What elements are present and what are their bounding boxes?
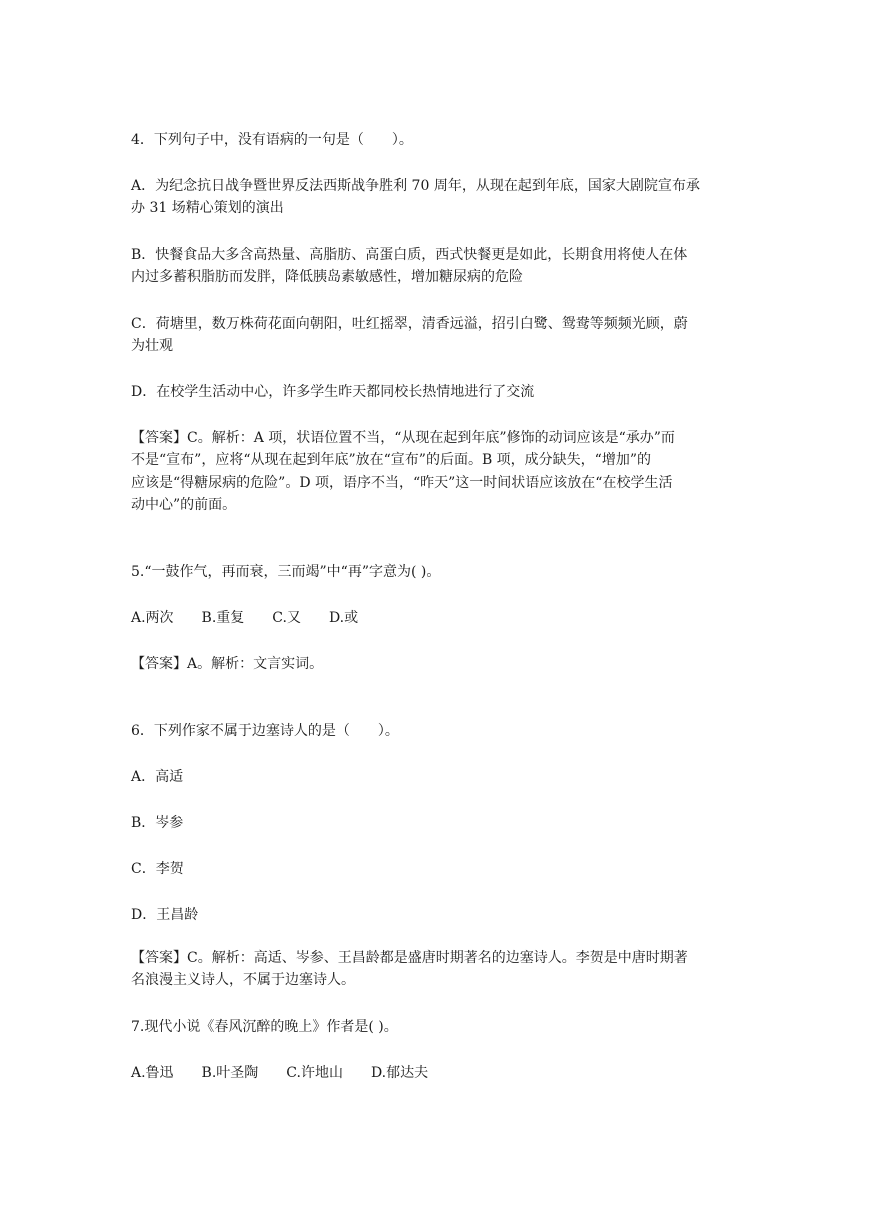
question-4-option-b-line-2: 内过多蓄积脂肪而发胖，降低胰岛素敏感性，增加糖尿病的危险 [131,269,523,285]
question-4-stem: 4．下列句子中，没有语病的一句是（ ）。 [131,132,413,148]
question-6-option-d: D．王昌龄 [131,907,199,923]
question-4-answer-line-4: 动中心”的前面。 [131,497,237,513]
question-4-option-d: D．在校学生活动中心，许多学生昨天都同校长热情地进行了交流 [131,384,535,400]
question-4-option-b-line-1: B．快餐食品大多含高热量、高脂肪、高蛋白质，西式快餐更是如此，长期食用将使人在体 [131,247,688,263]
question-5-options: A.两次 B.重复 C.又 D.或 [131,610,359,626]
question-6-option-c: C．李贺 [131,861,184,877]
question-4-answer-line-2: 不是“宣布”，应将“从现在起到年底”放在“宣布”的后面。B 项，成分缺失，“增加”的 [131,452,651,468]
question-4-option-a-line-2: 办 31 场精心策划的演出 [131,200,284,216]
question-6-option-a: A．高适 [131,769,184,785]
question-7-options: A.鲁迅 B.叶圣陶 C.许地山 D.郁达夫 [131,1065,429,1081]
question-5-answer: 【答案】A。解析：文言实词。 [131,656,324,672]
question-6-option-b: B．岑参 [131,815,184,831]
question-7-stem: 7.现代小说《春风沉醉的晚上》作者是( )。 [131,1019,398,1035]
question-6-answer-line-2: 名浪漫主义诗人，不属于边塞诗人。 [131,972,355,988]
question-6-stem: 6．下列作家不属于边塞诗人的是（ ）。 [131,723,399,739]
question-4-option-c-line-2: 为壮观 [131,338,173,354]
question-4-answer-line-1: 【答案】C。解析：A 项，状语位置不当，“从现在起到年底”修饰的动词应该是“承办”而 [131,430,675,446]
question-4-option-c-line-1: C．荷塘里，数万株荷花面向朝阳，吐红摇翠，清香远溢，招引白鹭、鸳鸯等频频光顾，蔚 [131,316,688,332]
question-4-option-a-line-1: A．为纪念抗日战争暨世界反法西斯战争胜利 70 周年，从现在起到年底，国家大剧院宣布承 [131,178,700,194]
question-6-answer-line-1: 【答案】C。解析：高适、岑参、王昌龄都是盛唐时期著名的边塞诗人。李贺是中唐时期著 [131,950,688,966]
question-4-answer-line-3: 应该是“得糖尿病的危险”。D 项，语序不当，“昨天”这一时间状语应该放在“在校学生活 [131,475,673,491]
question-5-stem: 5.“一鼓作气，再而衰，三而竭”中“再”字意为( )。 [131,564,441,580]
